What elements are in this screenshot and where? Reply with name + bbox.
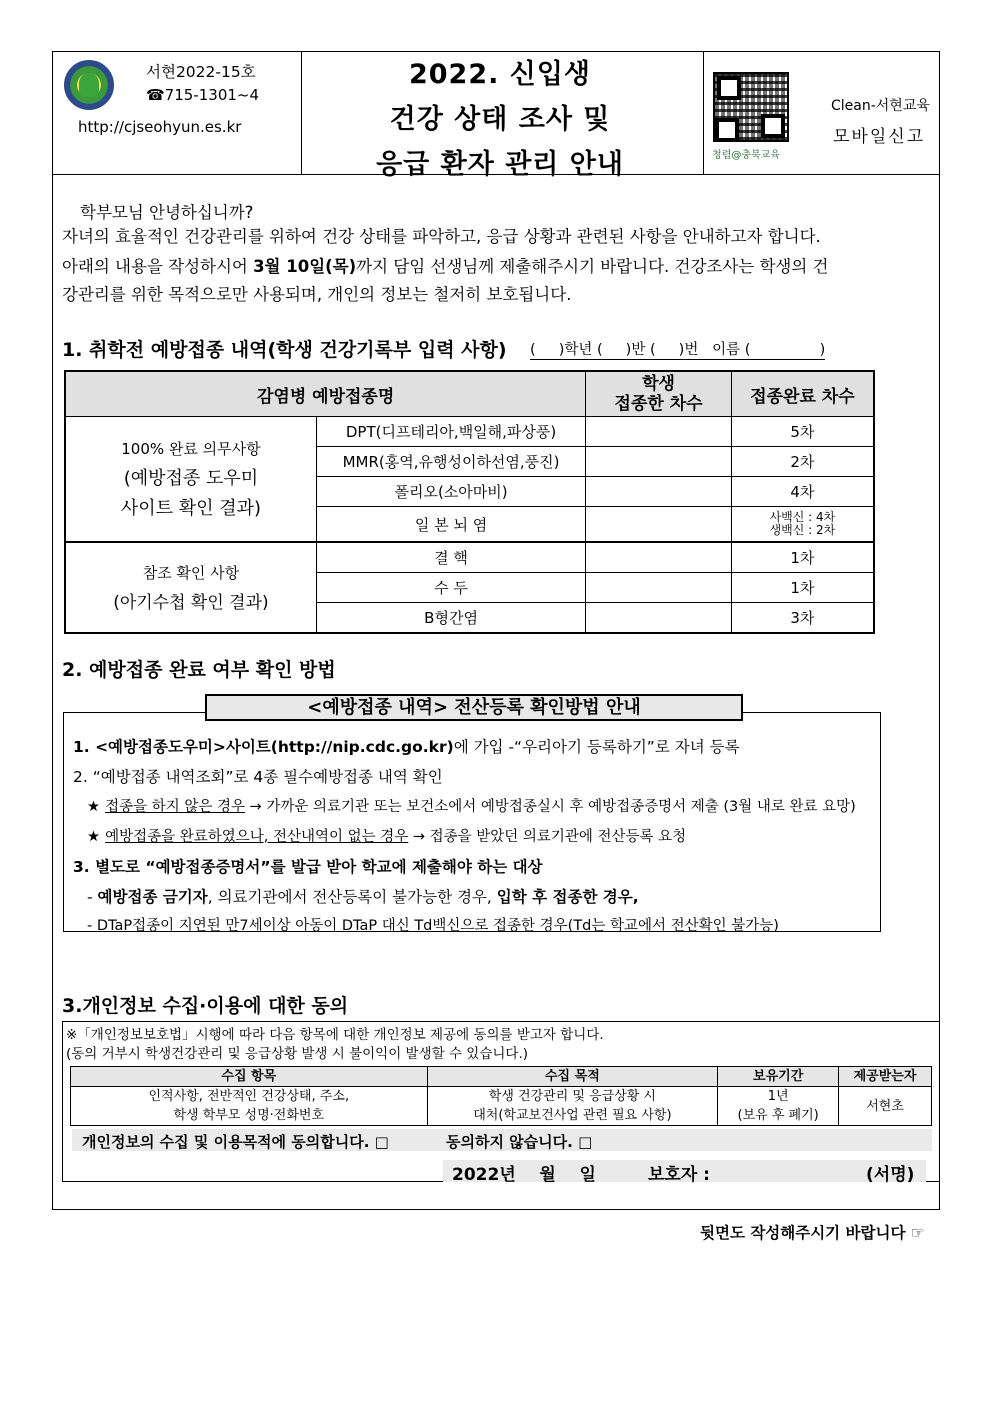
vaccine-name: DPT(디프테리아,백일해,파상풍) [316,417,585,447]
vaccine-name: MMR(홍역,유행성이하선염,풍진) [316,447,585,477]
student-dose-input[interactable] [586,507,732,543]
th-receiver: 제공받는자 [839,1067,932,1087]
doc-number: 서현2022-15호 [146,63,256,81]
collect-purpose: 학생 건강관리 및 응급상황 시 대처(학교보건사업 관련 필요 사항) [427,1087,718,1126]
guide-star-1: ★ 접종을 하지 않은 경우 → 가까운 의료기관 또는 보건소에서 예방접종실시 후 예방접종증명서 제출 (3월 내로 완료 요망) [87,799,856,815]
student-dose-input[interactable] [586,542,732,573]
guide-star-2: ★ 예방접종을 완료하였으나, 전산내역이 없는 경우 → 접종을 받았던 의료기관에 전산등록 요청 [87,829,687,845]
student-info-fill[interactable]: ( )학년 ( )반 ( )번 이름 ( ) [530,338,825,360]
required-dose: 3차 [731,603,874,634]
required-dose: 사백신 : 4차 생백신 : 2차 [731,507,874,543]
intro-line-2: 아래의 내용을 작성하시어 3월 10일(목)까지 담임 선생님께 제출해주시기 바랍니다. 건강조사는 학생의 건 [62,257,829,276]
phone-number: ☎715-1301~4 [146,86,260,104]
school-logo-icon [64,60,114,110]
guardian-label: 보호자 : [648,1165,710,1185]
deadline: 3월 10일(목) [253,257,357,276]
section2-heading: 2. 예방접종 완료 여부 확인 방법 [62,659,336,681]
consent-table [70,1066,932,1126]
vaccine-name: 수 두 [316,573,585,603]
school-url[interactable]: http://cjseohyun.es.kr [78,118,242,136]
mobile-report-label: 모바일신고 [833,127,926,147]
section3-heading: 3.개인정보 수집·이용에 대한 동의 [62,995,349,1017]
clean-label: Clean-서현교육 [831,98,930,114]
intro-line-3: 강관리를 위한 목적으로만 사용되며, 개인의 정보는 철저히 보호됩니다. [62,285,572,304]
col-disease: 감염병 예방접종명 [65,371,586,417]
th-purpose: 수집 목적 [427,1067,718,1087]
guide-item-2: 2. “예방접종 내역조회”로 4종 필수예방접종 내역 확인 [73,768,443,786]
title-line-2: 건강 상태 조사 및 [389,104,611,135]
required-dose: 1차 [731,542,874,573]
title-line-3: 응급 환자 관리 안내 [376,149,624,180]
vaccine-name: 폴리오(소아마비) [316,477,585,507]
vaccination-table [64,370,875,634]
vaccine-name: 일 본 뇌 염 [316,507,585,543]
retention-period: 1년 (보유 후 폐기) [718,1087,839,1126]
greeting: 학부모님 안녕하십니까? [80,203,254,222]
student-dose-input[interactable] [586,573,732,603]
title-line-1: 2022. 신입생 [408,59,592,90]
student-dose-input[interactable] [586,417,732,447]
group2-cell: 참조 확인 사항 (아기수첩 확인 결과) [65,542,316,633]
receiver: 서현초 [839,1087,932,1126]
col-complete: 접종완료 차수 [731,371,874,417]
vaccine-name: 결 핵 [316,542,585,573]
guide-item-3: 3. 별도로 “예방접종증명서”를 발급 받아 학교에 제출해야 하는 대상 [73,858,543,876]
group1-cell: 100% 완료 의무사항 (예방접종 도우미 사이트 확인 결과) [65,417,316,543]
guide-item-1: 1. <예방접종도우미>사이트(http://nip.cdc.go.kr)에 가입 -“우리아기 등록하기”로 자녀 등록 [73,738,740,756]
consent-note-1: ※「개인정보보호법」시행에 따라 다음 항목에 대한 개인정보 제공에 동의를 받고자 합니다. [66,1027,604,1043]
student-dose-input[interactable] [586,477,732,507]
required-dose: 2차 [731,447,874,477]
required-dose: 5차 [731,417,874,447]
guide-dash-2: - DTaP접종이 지연된 만7세이상 아동이 DTaP 대신 Td백신으로 접종한 경우(Td는 학교에서 전산확인 불가능) [87,918,779,934]
guide-dash-1: - 예방접종 금기자, 의료기관에서 전산등록이 불가능한 경우, 입학 후 접종한 경우, [87,888,639,906]
th-period: 보유기간 [718,1067,839,1087]
required-dose: 4차 [731,477,874,507]
signature-field[interactable]: (서명) [866,1165,915,1185]
vaccine-name: B형간염 [316,603,585,634]
col-student: 학생 접종한 차수 [586,371,732,417]
qr-corner-icon [715,118,739,142]
th-item: 수집 항목 [71,1067,428,1087]
student-dose-input[interactable] [586,447,732,477]
back-page-note: 뒷면도 작성해주시기 바랍니다 ☞ [700,1224,925,1242]
consent-note-2: (동의 거부시 학생건강관리 및 응급상황 발생 시 불이익이 발생할 수 있습니다.) [66,1046,529,1062]
intro-line-1: 자녀의 효율적인 건강관리를 위하여 건강 상태를 파악하고, 응급 상황과 관련된 사항을 안내하고자 합니다. [62,227,821,246]
guide-box-title: <예방접종 내역> 전산등록 확인방법 안내 [205,694,743,721]
student-dose-input[interactable] [586,603,732,634]
agree-checkbox[interactable]: 개인정보의 수집 및 이용목적에 동의합니다. □ [82,1133,389,1151]
required-dose: 1차 [731,573,874,603]
qr-caption: 청렴@충북교육 [712,150,780,161]
disagree-checkbox[interactable]: 동의하지 않습니다. □ [446,1133,593,1151]
sign-date[interactable]: 2022년 월 일 [452,1165,596,1185]
collect-item: 인적사항, 전반적인 건강상태, 주소, 학생 학부모 성명·전화번호 [71,1087,428,1126]
section1-heading: 1. 취학전 예방접종 내역(학생 건강기록부 입력 사항) [62,339,507,361]
